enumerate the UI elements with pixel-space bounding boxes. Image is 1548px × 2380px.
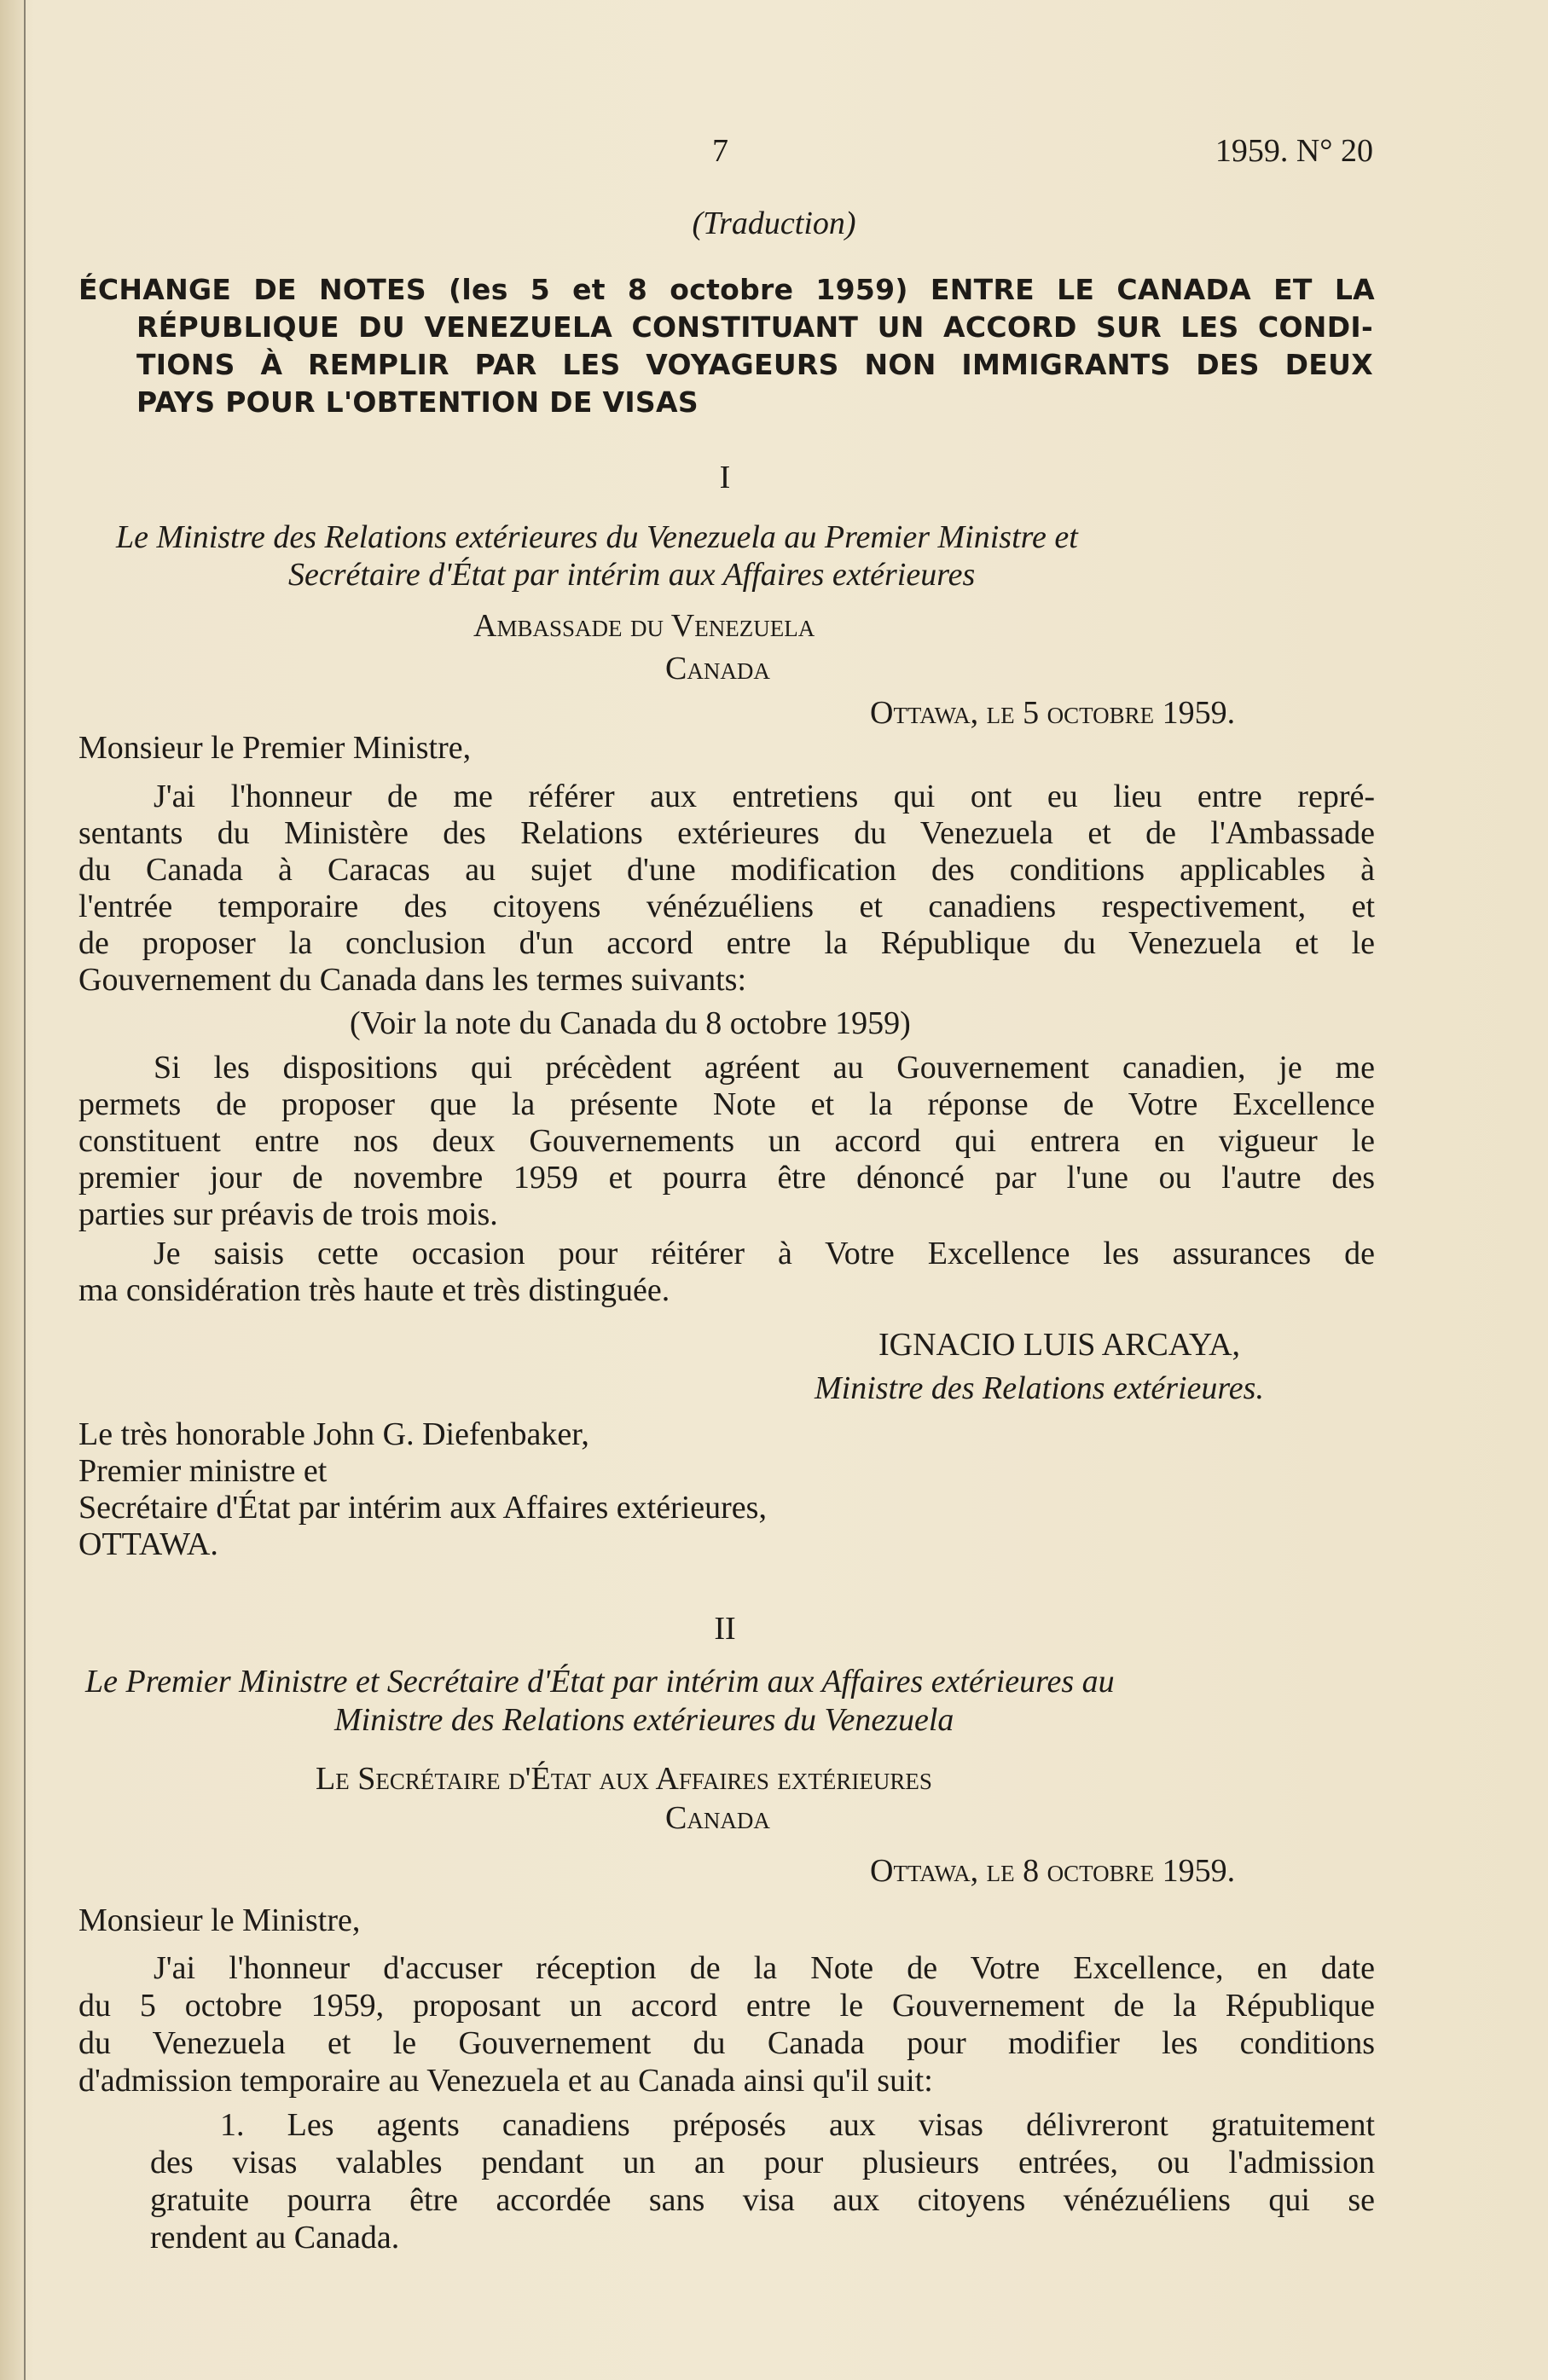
note-1-heading-line-1: Le Ministre des Relations extérieures du Venezuela au Premier Ministre et [116,519,1078,555]
note-1-para1-line-6: Gouvernement du Canada dans les termes suivants: [78,962,747,998]
note-1-para2-line-2: permets de proposer que la présente Note et la réponse de Votre Excellence [78,1086,1375,1122]
page-number: 7 [712,133,728,169]
note-1-para2-line-1: Si les dispositions qui précèdent agréent au Gouvernement canadien, je me [154,1050,1375,1086]
note-1-para1-line-4: l'entrée temporaire des citoyens vénézuéliens et canadiens respectivement, et [78,889,1375,924]
note-2-office-line-2: Canada [665,1800,770,1836]
note-1-para2-line-5: parties sur préavis de trois mois. [78,1196,498,1232]
note-1-office-line-2: Canada [665,651,770,686]
note-2-para1-line-1: J'ai l'honneur d'accuser réception de la Note de Votre Excellence, en date [154,1950,1375,1986]
note-1-addressee-line-2: Premier ministre et [78,1453,328,1489]
note-2-para1-line-3: du Venezuela et le Gouvernement du Canada pour modifier les conditions [78,2025,1375,2061]
note-1-signer-name: IGNACIO LUIS ARCAYA, [878,1327,1241,1363]
note-1-signer-title: Ministre des Relations extérieures. [815,1370,1264,1406]
page-binding-edge [0,0,24,2380]
note-2-item1-line-2: des visas valables pendant un an pour plusieurs entrées, ou l'admission [150,2145,1375,2180]
note-1-numeral: I [719,460,731,495]
note-2-para1-line-4: d'admission temporaire au Venezuela et au Canada ainsi qu'il suit: [78,2063,933,2099]
document-reference: 1959. N° 20 [1215,133,1373,169]
note-2-item1-line-3: gratuite pourra être accordée sans visa aux citoyens vénézuéliens qui se [150,2182,1375,2218]
note-1-para1-line-2: sentants du Ministère des Relations extérieures du Venezuela et de l'Ambassade [78,815,1375,851]
binding-rule [24,0,26,2380]
note-1-salutation: Monsieur le Premier Ministre, [78,730,472,766]
note-1-heading-line-2: Secrétaire d'État par intérim aux Affaires extérieures [288,557,976,593]
title-line-3: TIONS À REMPLIR PAR LES VOYAGEURS NON IMMIGRANTS DES DEUX [136,348,1373,381]
note-1-place-date: Ottawa, le 5 octobre 1959. [870,695,1236,731]
note-2-salutation: Monsieur le Ministre, [78,1902,361,1938]
note-2-heading-line-1: Le Premier Ministre et Secrétaire d'État par intérim aux Affaires extérieures au [85,1664,1115,1700]
note-1-addressee-line-4: OTTAWA. [78,1526,218,1562]
note-2-heading-line-2: Ministre des Relations extérieures du Venezuela [334,1702,954,1738]
note-2-item1-line-1: 1. Les agents canadiens préposés aux visas délivreront gratuitement [220,2107,1375,2143]
title-line-1: ÉCHANGE DE NOTES (les 5 et 8 octobre 1959) ENTRE LE CANADA ET LA [78,273,1375,306]
note-1-para1-line-3: du Canada à Caracas au sujet d'une modification des conditions applicables à [78,852,1375,888]
translation-note: (Traduction) [692,206,856,241]
note-1-para1-line-1: J'ai l'honneur de me référer aux entretiens qui ont eu lieu entre repré- [154,779,1375,814]
note-1-addressee-line-1: Le très honorable John G. Diefenbaker, [78,1416,589,1452]
note-2-office-line-1: Le Secrétaire d'État aux Affaires extérieures [316,1761,932,1797]
note-1-para3-line-2: ma considération très haute et très distinguée. [78,1272,670,1308]
note-1-see-note: (Voir la note du Canada du 8 octobre 1959) [350,1005,911,1041]
note-2-place-date: Ottawa, le 8 octobre 1959. [870,1853,1236,1889]
title-line-4: PAYS POUR L'OBTENTION DE VISAS [136,385,699,419]
note-2-para1-line-2: du 5 octobre 1959, proposant un accord entre le Gouvernement de la République [78,1988,1375,2024]
note-1-para3-line-1: Je saisis cette occasion pour réitérer à Votre Excellence les assurances de [154,1236,1375,1271]
title-line-2: RÉPUBLIQUE DU VENEZUELA CONSTITUANT UN ACCORD SUR LES CONDI- [136,310,1373,344]
note-1-para2-line-4: premier jour de novembre 1959 et pourra être dénoncé par l'une ou l'autre des [78,1160,1375,1196]
note-1-para1-line-5: de proposer la conclusion d'un accord entre la République du Venezuela et le [78,925,1375,961]
note-2-numeral: II [714,1611,736,1647]
note-1-para2-line-3: constituent entre nos deux Gouvernements un accord qui entrera en vigueur le [78,1123,1375,1159]
note-2-item1-line-4: rendent au Canada. [150,2220,400,2255]
note-1-office-line-1: Ambassade du Venezuela [473,608,815,644]
note-1-addressee-line-3: Secrétaire d'État par intérim aux Affaires extérieures, [78,1490,767,1526]
